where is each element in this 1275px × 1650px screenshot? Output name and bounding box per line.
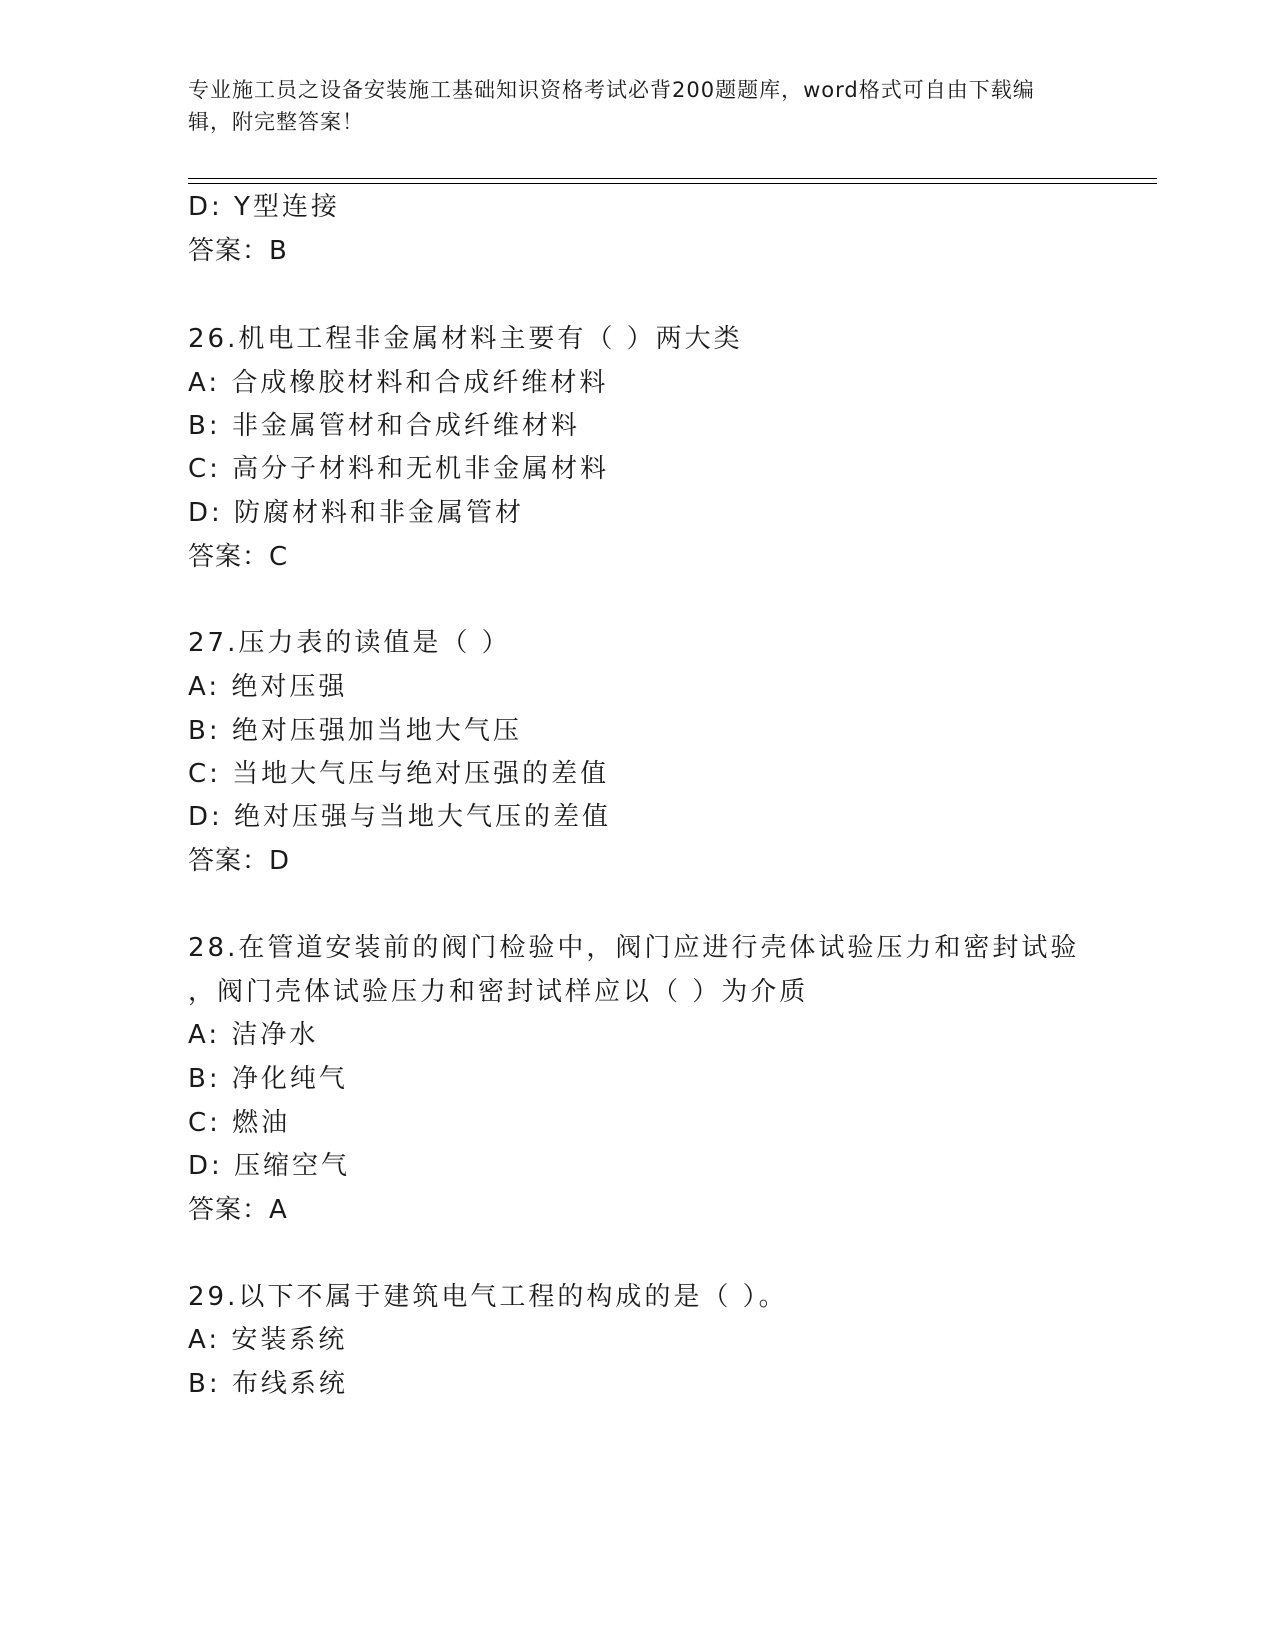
q27-option-b: B: 绝对压强加当地大气压	[188, 716, 522, 746]
q28-option-d: D: 压缩空气	[188, 1151, 351, 1181]
q28-question-line2: ，阀门壳体试验压力和密封试样应以（ ）为介质	[188, 977, 809, 1007]
q26-option-a: A: 合成橡胶材料和合成纤维材料	[188, 368, 609, 398]
q29-option-b: B: 布线系统	[188, 1369, 348, 1399]
q25-option-d: D: Y型连接	[188, 192, 340, 222]
q28-option-b: B: 净化纯气	[188, 1064, 348, 1094]
q26-question: 26.机电工程非金属材料主要有（ ）两大类	[188, 324, 743, 354]
header-divider-top	[188, 178, 1157, 179]
q27-question: 27.压力表的读值是（ ）	[188, 628, 511, 658]
q27-option-c: C: 当地大气压与绝对压强的差值	[188, 759, 610, 789]
header-divider-bottom	[188, 183, 1157, 184]
q29-question: 29.以下不属于建筑电气工程的构成的是（ ）。	[188, 1282, 788, 1312]
q25-answer: 答案：B	[188, 236, 288, 266]
document-header: 专业施工员之设备安装施工基础知识资格考试必背200题题库，word格式可自由下载编辑，附完整答案！	[188, 78, 1035, 134]
q26-option-c: C: 高分子材料和无机非金属材料	[188, 454, 610, 484]
q28-answer: 答案：A	[188, 1195, 288, 1225]
q28-option-a: A: 洁净水	[188, 1020, 319, 1050]
q26-option-d: D: 防腐材料和非金属管材	[188, 498, 525, 528]
q27-option-d: D: 绝对压强与当地大气压的差值	[188, 802, 612, 832]
q27-answer: 答案：D	[188, 846, 291, 876]
q28-option-c: C: 燃油	[188, 1108, 291, 1138]
q27-option-a: A: 绝对压强	[188, 672, 348, 702]
q29-option-a: A: 安装系统	[188, 1325, 348, 1355]
q26-answer: 答案：C	[188, 542, 289, 572]
q26-option-b: B: 非金属管材和合成纤维材料	[188, 411, 580, 441]
q28-question-line1: 28.在管道安装前的阀门检验中，阀门应进行壳体试验压力和密封试验	[188, 933, 1080, 963]
